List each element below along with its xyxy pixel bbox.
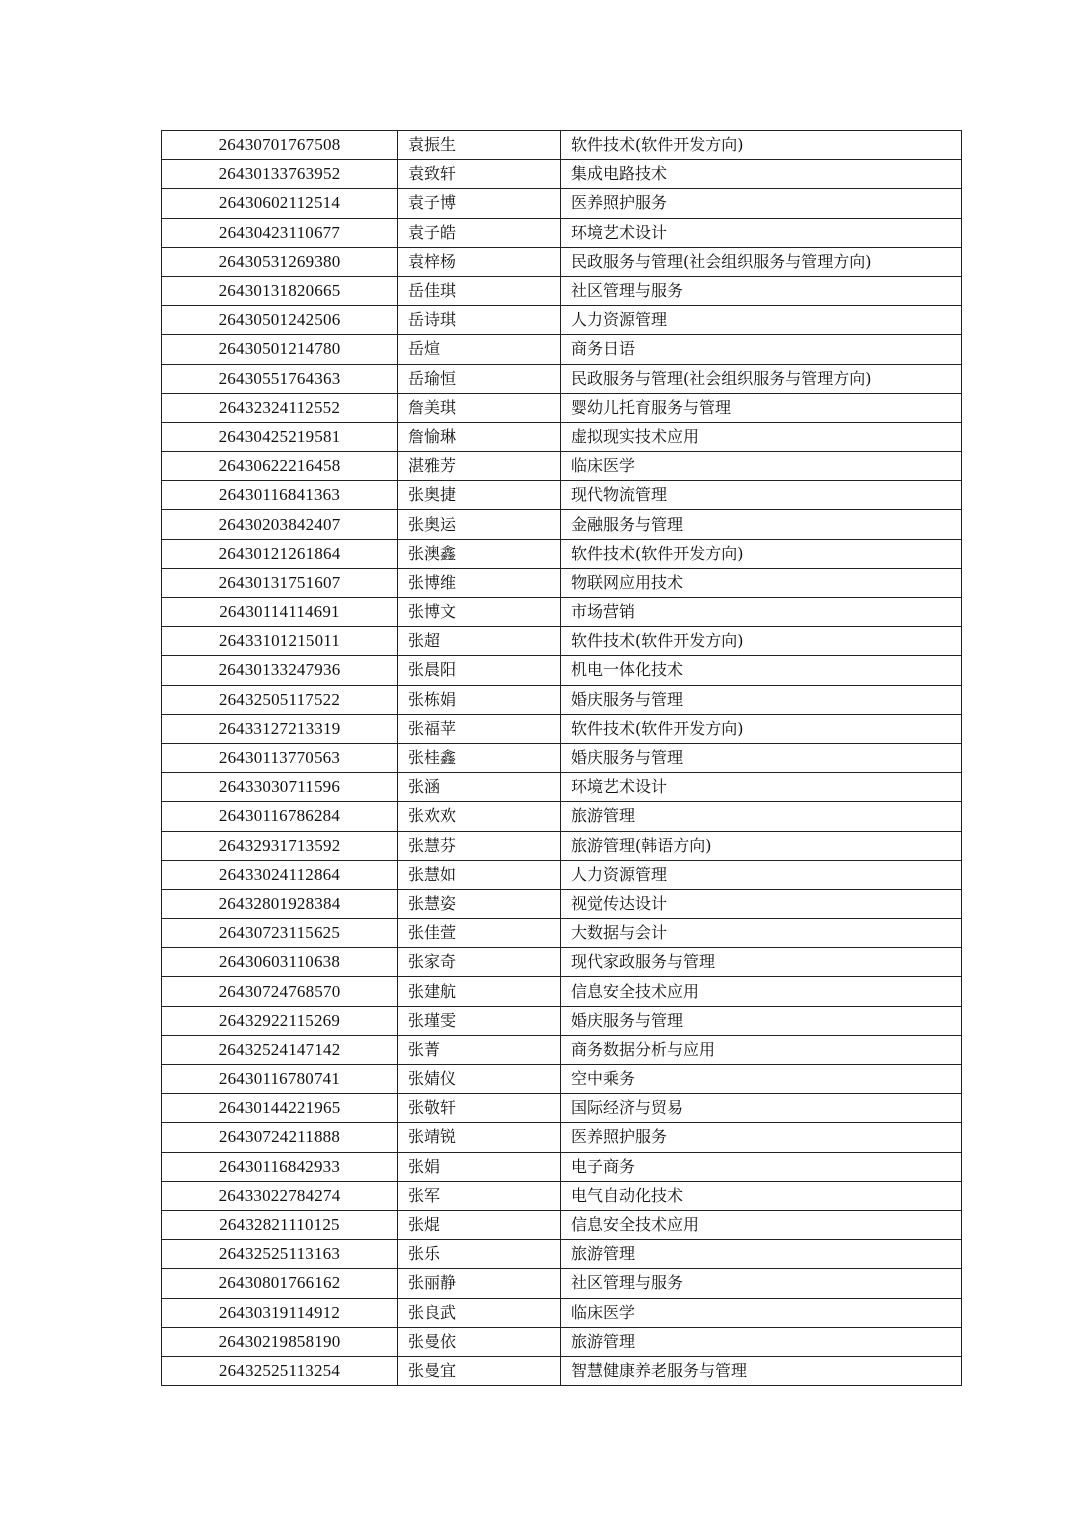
major-cell: 婚庆服务与管理 <box>561 743 962 772</box>
student-name-cell: 张佳萱 <box>398 919 561 948</box>
major-cell: 婴幼儿托育服务与管理 <box>561 393 962 422</box>
student-id-cell: 26430724211888 <box>162 1123 398 1152</box>
student-name-cell: 张建航 <box>398 977 561 1006</box>
table-row <box>162 1006 962 1035</box>
table-row <box>162 306 962 335</box>
table-row <box>162 743 962 772</box>
student-id-cell: 26430144221965 <box>162 1094 398 1123</box>
table-row <box>162 393 962 422</box>
student-name-cell: 张娟 <box>398 1152 561 1181</box>
student-id-cell: 26430114114691 <box>162 598 398 627</box>
student-id-cell: 26430531269380 <box>162 247 398 276</box>
major-cell: 金融服务与管理 <box>561 510 962 539</box>
student-name-cell: 张奥捷 <box>398 481 561 510</box>
student-name-cell: 张欢欢 <box>398 802 561 831</box>
student-id-cell: 26430113770563 <box>162 743 398 772</box>
student-id-cell: 26430131751607 <box>162 568 398 597</box>
student-name-cell: 湛雅芳 <box>398 452 561 481</box>
student-name-cell: 张乐 <box>398 1240 561 1269</box>
student-id-cell: 26430423110677 <box>162 218 398 247</box>
major-cell: 临床医学 <box>561 1298 962 1327</box>
major-cell: 旅游管理 <box>561 802 962 831</box>
student-name-cell: 张福苹 <box>398 714 561 743</box>
student-id-cell: 26430801766162 <box>162 1269 398 1298</box>
table-row <box>162 802 962 831</box>
major-cell: 人力资源管理 <box>561 306 962 335</box>
table-row <box>162 481 962 510</box>
major-cell: 物联网应用技术 <box>561 568 962 597</box>
student-name-cell: 岳诗琪 <box>398 306 561 335</box>
table-row <box>162 685 962 714</box>
major-cell: 人力资源管理 <box>561 860 962 889</box>
student-name-cell: 袁子博 <box>398 189 561 218</box>
student-name-cell: 岳煊 <box>398 335 561 364</box>
major-cell: 临床医学 <box>561 452 962 481</box>
student-name-cell: 袁梓杨 <box>398 247 561 276</box>
student-name-cell: 张军 <box>398 1181 561 1210</box>
table-row <box>162 510 962 539</box>
major-cell: 软件技术(软件开发方向) <box>561 539 962 568</box>
table-row <box>162 1327 962 1356</box>
student-id-cell: 26430203842407 <box>162 510 398 539</box>
table-row <box>162 364 962 393</box>
student-id-cell: 26433101215011 <box>162 627 398 656</box>
major-cell: 商务数据分析与应用 <box>561 1035 962 1064</box>
major-cell: 电气自动化技术 <box>561 1181 962 1210</box>
student-id-cell: 26432931713592 <box>162 831 398 860</box>
major-cell: 市场营销 <box>561 598 962 627</box>
student-name-cell: 张澳鑫 <box>398 539 561 568</box>
major-cell: 智慧健康养老服务与管理 <box>561 1356 962 1385</box>
student-name-cell: 岳瑜恒 <box>398 364 561 393</box>
major-cell: 信息安全技术应用 <box>561 977 962 1006</box>
student-name-cell: 张慧姿 <box>398 889 561 918</box>
student-name-cell: 张曼依 <box>398 1327 561 1356</box>
table-row <box>162 568 962 597</box>
table-row <box>162 656 962 685</box>
major-cell: 旅游管理(韩语方向) <box>561 831 962 860</box>
table-row <box>162 539 962 568</box>
student-name-cell: 袁子皓 <box>398 218 561 247</box>
student-id-cell: 26432524147142 <box>162 1035 398 1064</box>
student-name-cell: 詹愉琳 <box>398 422 561 451</box>
table-row <box>162 335 962 364</box>
student-name-cell: 张靖锐 <box>398 1123 561 1152</box>
table-row <box>162 160 962 189</box>
student-name-cell: 岳佳琪 <box>398 276 561 305</box>
major-cell: 环境艺术设计 <box>561 773 962 802</box>
student-id-cell: 26430724768570 <box>162 977 398 1006</box>
student-id-cell: 26430551764363 <box>162 364 398 393</box>
student-id-cell: 26430723115625 <box>162 919 398 948</box>
table-row <box>162 948 962 977</box>
major-cell: 婚庆服务与管理 <box>561 685 962 714</box>
major-cell: 电子商务 <box>561 1152 962 1181</box>
student-name-cell: 张良武 <box>398 1298 561 1327</box>
table-row <box>162 1123 962 1152</box>
student-id-cell: 26432525113254 <box>162 1356 398 1385</box>
major-cell: 国际经济与贸易 <box>561 1094 962 1123</box>
student-name-cell: 张超 <box>398 627 561 656</box>
student-name-cell: 袁振生 <box>398 131 561 160</box>
student-id-cell: 26430319114912 <box>162 1298 398 1327</box>
table-row <box>162 1065 962 1094</box>
student-name-cell: 张丽静 <box>398 1269 561 1298</box>
major-cell: 婚庆服务与管理 <box>561 1006 962 1035</box>
major-cell: 大数据与会计 <box>561 919 962 948</box>
table-row <box>162 1094 962 1123</box>
student-name-cell: 张曼宜 <box>398 1356 561 1385</box>
table-row <box>162 1240 962 1269</box>
table-row <box>162 452 962 481</box>
student-id-cell: 26430425219581 <box>162 422 398 451</box>
student-name-cell: 张敬轩 <box>398 1094 561 1123</box>
student-name-cell: 张婧仪 <box>398 1065 561 1094</box>
table-row <box>162 131 962 160</box>
student-id-cell: 26430501214780 <box>162 335 398 364</box>
student-name-cell: 张奥运 <box>398 510 561 539</box>
student-name-cell: 张家奇 <box>398 948 561 977</box>
major-cell: 社区管理与服务 <box>561 276 962 305</box>
student-id-cell: 26430121261864 <box>162 539 398 568</box>
major-cell: 社区管理与服务 <box>561 1269 962 1298</box>
table-row <box>162 276 962 305</box>
table-row <box>162 189 962 218</box>
table-row <box>162 247 962 276</box>
student-name-cell: 张博文 <box>398 598 561 627</box>
student-id-cell: 26433030711596 <box>162 773 398 802</box>
major-cell: 信息安全技术应用 <box>561 1210 962 1239</box>
major-cell: 软件技术(软件开发方向) <box>561 714 962 743</box>
major-cell: 医养照护服务 <box>561 1123 962 1152</box>
student-id-cell: 26430131820665 <box>162 276 398 305</box>
major-cell: 集成电路技术 <box>561 160 962 189</box>
table-row <box>162 1210 962 1239</box>
table-row <box>162 773 962 802</box>
major-cell: 旅游管理 <box>561 1327 962 1356</box>
table-row <box>162 977 962 1006</box>
student-name-cell: 张焜 <box>398 1210 561 1239</box>
major-cell: 软件技术(软件开发方向) <box>561 627 962 656</box>
student-id-cell: 26432525113163 <box>162 1240 398 1269</box>
major-cell: 旅游管理 <box>561 1240 962 1269</box>
student-id-cell: 26430133247936 <box>162 656 398 685</box>
student-id-cell: 26430622216458 <box>162 452 398 481</box>
student-name-cell: 张慧如 <box>398 860 561 889</box>
student-name-cell: 张菁 <box>398 1035 561 1064</box>
student-id-cell: 26433022784274 <box>162 1181 398 1210</box>
table-row <box>162 919 962 948</box>
student-id-cell: 26430219858190 <box>162 1327 398 1356</box>
table-row <box>162 218 962 247</box>
major-cell: 商务日语 <box>561 335 962 364</box>
student-id-cell: 26430116786284 <box>162 802 398 831</box>
student-id-cell: 26430603110638 <box>162 948 398 977</box>
table-row <box>162 598 962 627</box>
major-cell: 视觉传达设计 <box>561 889 962 918</box>
student-name-cell: 张晨阳 <box>398 656 561 685</box>
student-name-cell: 张涵 <box>398 773 561 802</box>
student-name-cell: 詹美琪 <box>398 393 561 422</box>
student-id-cell: 26432922115269 <box>162 1006 398 1035</box>
student-id-cell: 26430501242506 <box>162 306 398 335</box>
student-name-cell: 张博维 <box>398 568 561 597</box>
table-row <box>162 1152 962 1181</box>
major-cell: 空中乘务 <box>561 1065 962 1094</box>
roster-body <box>162 131 962 1386</box>
student-name-cell: 张慧芬 <box>398 831 561 860</box>
student-id-cell: 26432821110125 <box>162 1210 398 1239</box>
major-cell: 机电一体化技术 <box>561 656 962 685</box>
student-id-cell: 26432505117522 <box>162 685 398 714</box>
table-row <box>162 1181 962 1210</box>
student-id-cell: 26433127213319 <box>162 714 398 743</box>
student-id-cell: 26432324112552 <box>162 393 398 422</box>
student-name-cell: 张栋娟 <box>398 685 561 714</box>
table-row <box>162 1356 962 1385</box>
major-cell: 民政服务与管理(社会组织服务与管理方向) <box>561 364 962 393</box>
student-id-cell: 26430133763952 <box>162 160 398 189</box>
major-cell: 现代物流管理 <box>561 481 962 510</box>
table-row <box>162 1035 962 1064</box>
table-row <box>162 889 962 918</box>
student-id-cell: 26430116780741 <box>162 1065 398 1094</box>
table-row <box>162 1269 962 1298</box>
roster-table <box>161 130 962 1386</box>
major-cell: 虚拟现实技术应用 <box>561 422 962 451</box>
table-row <box>162 860 962 889</box>
student-name-cell: 张桂鑫 <box>398 743 561 772</box>
student-id-cell: 26430701767508 <box>162 131 398 160</box>
student-id-cell: 26430116841363 <box>162 481 398 510</box>
table-row <box>162 627 962 656</box>
student-id-cell: 26432801928384 <box>162 889 398 918</box>
major-cell: 医养照护服务 <box>561 189 962 218</box>
major-cell: 现代家政服务与管理 <box>561 948 962 977</box>
table-row <box>162 714 962 743</box>
table-row <box>162 422 962 451</box>
major-cell: 软件技术(软件开发方向) <box>561 131 962 160</box>
student-id-cell: 26433024112864 <box>162 860 398 889</box>
student-name-cell: 袁致轩 <box>398 160 561 189</box>
table-row <box>162 831 962 860</box>
student-id-cell: 26430116842933 <box>162 1152 398 1181</box>
student-name-cell: 张瑾雯 <box>398 1006 561 1035</box>
table-row <box>162 1298 962 1327</box>
major-cell: 民政服务与管理(社会组织服务与管理方向) <box>561 247 962 276</box>
student-id-cell: 26430602112514 <box>162 189 398 218</box>
major-cell: 环境艺术设计 <box>561 218 962 247</box>
